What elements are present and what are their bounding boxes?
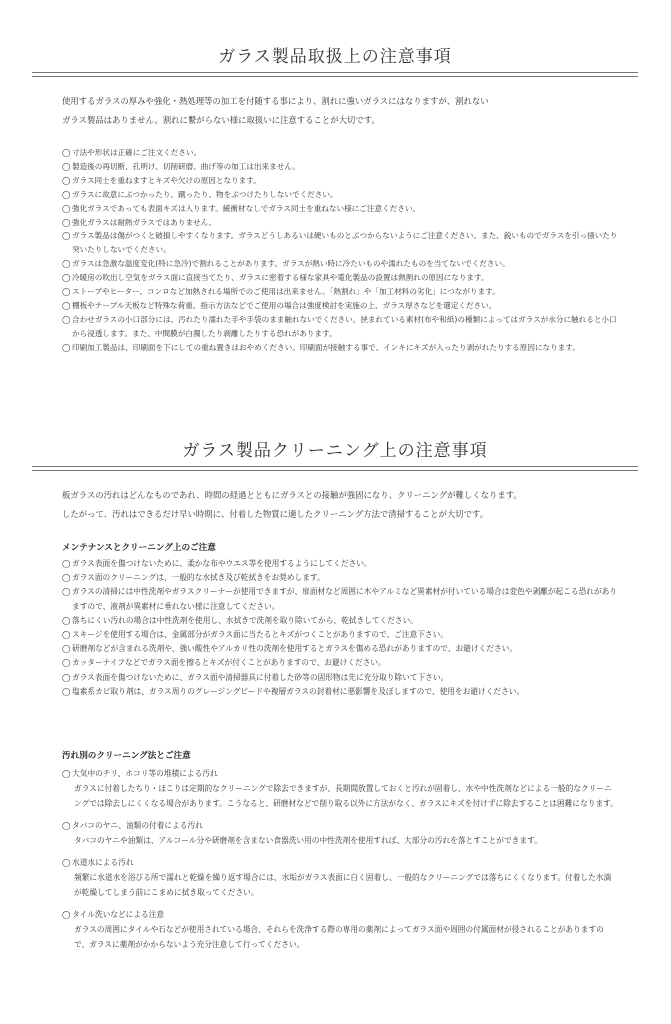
circle-bullet-icon: ◯ bbox=[62, 615, 71, 625]
dirt-item-title: 水道水による汚れ bbox=[72, 858, 134, 867]
circle-bullet-icon: ◯ bbox=[62, 658, 71, 668]
list-item bbox=[62, 299, 618, 313]
handling-title: ガラス製品取扱上の注意事項 bbox=[218, 47, 452, 67]
cleaning-title-block bbox=[32, 440, 638, 471]
list-item bbox=[62, 766, 618, 811]
list-item-text: ガラス面のクリーニングは、一般的な水拭き及び乾拭きをお奨めします。 bbox=[72, 573, 325, 583]
circle-bullet-icon: ◯ bbox=[62, 231, 71, 241]
circle-bullet-icon: ◯ bbox=[62, 342, 71, 352]
list-item-text: 落ちにくい汚れの場合は中性洗剤を使用し、水拭きで洗剤を取り除いてから、乾拭きしてください。 bbox=[72, 615, 418, 625]
list-item-text: 冷暖房の吹出し空気をガラス面に直接当てたり、ガラスに密着する様な家具や電化製品の設置は熱割れの原因になります。 bbox=[72, 273, 489, 283]
circle-bullet-icon: ◯ bbox=[62, 821, 71, 830]
circle-bullet-icon: ◯ bbox=[62, 630, 71, 640]
circle-bullet-icon: ◯ bbox=[62, 148, 71, 157]
list-item-text: ストーブやヒーター、コンロなど加熱される場所でのご使用は出来ません。「熱割れ」や「加工材料の劣化」につながります。 bbox=[72, 287, 500, 297]
circle-bullet-icon: ◯ bbox=[62, 273, 71, 283]
dirt-item-desc: タバコのヤニや油類は、アルコール分や研磨剤を含まない食器洗い用の中性洗剤を使用すれば、大部分の汚れを落とすことができます。 bbox=[74, 836, 542, 845]
circle-bullet-icon: ◯ bbox=[62, 189, 71, 199]
list-item bbox=[62, 614, 618, 628]
circle-bullet-icon: ◯ bbox=[62, 587, 71, 597]
cleaning-title: ガラス製品クリーニング上の注意事項 bbox=[182, 441, 488, 461]
list-item bbox=[62, 174, 618, 188]
dirt-item-title: 大気中のチリ、ホコリ等の堆積による汚れ bbox=[72, 769, 218, 778]
circle-bullet-icon: ◯ bbox=[62, 686, 71, 696]
list-item bbox=[62, 907, 618, 952]
cleaning-title-rule bbox=[32, 466, 638, 471]
circle-bullet-icon: ◯ bbox=[62, 217, 71, 227]
handling-intro-line-1: 使用するガラスの厚みや強化・熱処理等の加工を付随する事により、割れに強いガラスにはなりますが、割れない bbox=[62, 96, 489, 106]
circle-bullet-icon: ◯ bbox=[62, 175, 71, 185]
dirt-item-title: タイル洗いなどによる注意 bbox=[72, 910, 165, 919]
list-item bbox=[62, 202, 618, 216]
list-item bbox=[62, 818, 618, 848]
list-item-text: ガラス表面を傷つけないために、柔かな布やウエス等を使用するようにしてください。 bbox=[72, 559, 372, 568]
list-item bbox=[62, 341, 618, 355]
list-item-text: カッターナイフなどでガラス面を擦るとキズが付くことがありますので、お避けください。 bbox=[72, 658, 386, 668]
list-item bbox=[62, 216, 618, 230]
list-item-text: ガラスに故意にぶつかったり、蹴ったり、物をぶつけたりしないでください。 bbox=[72, 189, 338, 199]
list-item-text: 強化ガラスであっても表面キズは入ります。緩衝材なしでガラス同士を重ねない様にご注意ください。 bbox=[72, 203, 421, 213]
list-item-text: ガラスの清掃には中性洗剤やガラスクリーナーが使用できますが、扉面材など周囲に木やアルミなど異素材が付いている場合は変色や剥離が起こる恐れがありますので、液剤が異素材に垂れない様に注意してください。 bbox=[72, 587, 618, 611]
list-item bbox=[62, 628, 618, 642]
handling-intro-line-2: ガラス製品はありません。割れに繋がらない様に取扱いに注意することが大切です。 bbox=[62, 115, 380, 125]
dirt-item-desc: 頻繁に水道水を浴びる所で濡れと乾燥を繰り返す場合には、水垢がガラス表面に白く固着し、一般的なクリーニングでは落ちにくくなります。付着した水滴が乾燥してしまう前にこまめに拭き取ってください。 bbox=[74, 873, 612, 897]
circle-bullet-icon: ◯ bbox=[62, 644, 71, 654]
list-item bbox=[62, 229, 618, 257]
circle-bullet-icon: ◯ bbox=[62, 314, 71, 324]
cleaning-intro-line-2: したがって、汚れはできるだけ早い時期に、付着した物質に適したクリーニング方法で清掃することが大切です。 bbox=[62, 509, 489, 519]
circle-bullet-icon: ◯ bbox=[62, 559, 71, 568]
list-item bbox=[62, 188, 618, 202]
list-item-text: ガラス同士を重ねますとキズや欠けの原因となります。 bbox=[72, 175, 261, 185]
circle-bullet-icon: ◯ bbox=[62, 910, 71, 919]
list-item-text: ガラスは急激な温度変化(特に急冷)で割れることがあります。ガラスが熱い時に冷たいものや濡れたものを当てないでください。 bbox=[72, 259, 510, 269]
list-item bbox=[62, 285, 618, 299]
handling-title-rule bbox=[32, 72, 638, 77]
list-item-text: 印刷加工製品は、印刷面を下にしての重ね置きはおやめください。印刷面が接触する事で、インキにキズが入ったり剥がれたりする原因になります。 bbox=[72, 342, 580, 352]
handling-intro bbox=[62, 92, 618, 130]
circle-bullet-icon: ◯ bbox=[62, 573, 71, 583]
list-item-text: スキージを使用する場合は、金属部分がガラス面に当たるとキズがつくことがありますので、ご注意下さい。 bbox=[72, 630, 448, 640]
maintenance-list bbox=[62, 557, 618, 699]
list-item-text: ガラス表面を傷つけないために、ガラス面や清掃器具に付着した砂等の固形物は先に充分取り除いて下さい。 bbox=[72, 672, 449, 682]
list-item bbox=[62, 571, 618, 585]
list-item bbox=[62, 855, 618, 900]
dirt-item-desc: ガラスの周囲にタイルや石などが使用されている場合、それらを洗浄する際の専用の薬剤によってガラス面や周囲の付属面材が侵されることがありますので、ガラスに薬剤がかからないよう充分注意して行ってください。 bbox=[74, 925, 604, 949]
dirt-heading: 汚れ別のクリーニング法とご注意 bbox=[62, 751, 191, 761]
maintenance-heading: メンテナンスとクリーニング上のご注意 bbox=[62, 543, 216, 553]
dirt-item-desc: ガラスに付着したちり・ほこりは定期的なクリーニングで除去できますが、長期間放置しておくと汚れが固着し、水や中性洗剤などによる一般的なクリーニングでは除去しにくくなる場合があります。こうなると、研磨材などで削り取る以外に方法がなく、ガラスにキズを付けずに除去することは困難になります。 bbox=[74, 784, 618, 808]
circle-bullet-icon: ◯ bbox=[62, 858, 71, 867]
list-item-text: 製造後の再切断、孔明け、切削研磨、曲げ等の加工は出来ません。 bbox=[72, 161, 300, 171]
list-item-text: 塩素系カビ取り剤は、ガラス周りのグレージングビードや複層ガラスの封着材に悪影響を及ぼしますので、使用をお避けください。 bbox=[72, 686, 525, 696]
cleaning-intro-line-1: 板ガラスの汚れはどんなものであれ、時間の経過とともにガラスとの接触が強固になり、クリーニングが難しくなります。 bbox=[62, 490, 522, 500]
circle-bullet-icon: ◯ bbox=[62, 672, 71, 682]
dirt-item-title: タバコのヤニ、油類の付着による汚れ bbox=[72, 821, 203, 830]
list-item bbox=[62, 642, 618, 656]
list-item-text: 合わせガラスの小口部分には、汚れたり濡れた手や手袋のまま触れないでください。挟まれている素材(布や和紙)の種類によってはガラスが水分に触れると小口から浸透します。また、中間膜が白濁したり剥離したりする恐れがあります。 bbox=[72, 314, 617, 338]
cleaning-intro bbox=[62, 486, 618, 524]
list-item bbox=[62, 685, 618, 699]
list-item-text: 研磨剤などが含まれる洗剤や、強い酸性やアルカリ性の洗剤を使用するとガラスを傷める恐れがありますので、お避けください。 bbox=[72, 644, 518, 654]
list-item-text: 強化ガラスは耐熱ガラスではありません。 bbox=[72, 217, 217, 227]
circle-bullet-icon: ◯ bbox=[62, 259, 71, 269]
list-item bbox=[62, 557, 618, 571]
list-item bbox=[62, 656, 618, 670]
list-item-text: 棚板やテーブル天板など特殊な荷重、指示方法などでご使用の場合は強度検討を実施の上、ガラス厚さなどを選定ください。 bbox=[72, 300, 497, 310]
handling-list bbox=[62, 146, 618, 355]
circle-bullet-icon: ◯ bbox=[62, 161, 71, 171]
list-item bbox=[62, 671, 618, 685]
list-item-text: ガラス製品は傷がつくと破損しやすくなります。ガラスどうしあるいは硬いものとぶつからないようにご注意ください。また、鋭いものでガラスを引っ掻いたり突いたりしないでください。 bbox=[72, 231, 618, 255]
circle-bullet-icon: ◯ bbox=[62, 769, 71, 778]
list-item bbox=[62, 585, 618, 613]
list-item bbox=[62, 146, 618, 160]
list-item bbox=[62, 313, 618, 341]
list-item bbox=[62, 257, 618, 271]
circle-bullet-icon: ◯ bbox=[62, 287, 71, 297]
list-item bbox=[62, 160, 618, 174]
circle-bullet-icon: ◯ bbox=[62, 203, 71, 213]
circle-bullet-icon: ◯ bbox=[62, 300, 71, 310]
dirt-list bbox=[62, 766, 618, 959]
handling-title-block bbox=[32, 46, 638, 77]
list-item-text: 寸法や形状は正確にご注文ください。 bbox=[72, 148, 202, 157]
list-item bbox=[62, 271, 618, 285]
